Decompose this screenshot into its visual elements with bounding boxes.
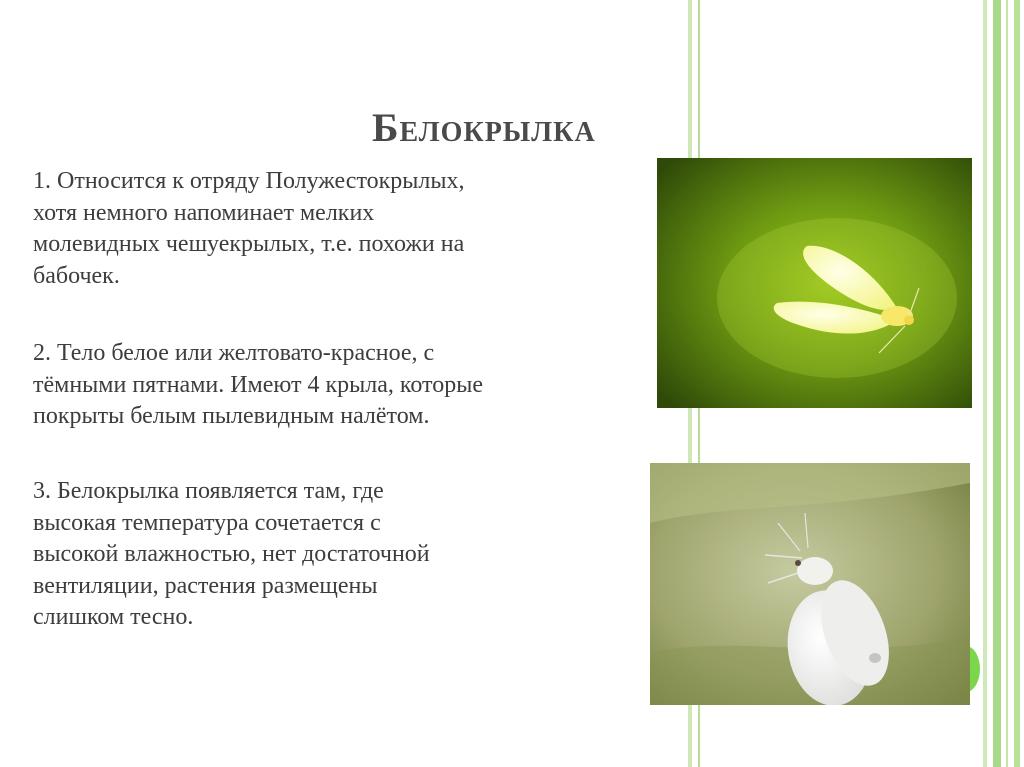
whitefly-photo-leaf bbox=[650, 463, 970, 705]
slide-title: Белокрылка bbox=[372, 105, 596, 150]
decor-stripe bbox=[983, 0, 987, 767]
paragraph-2: 2. Тело белое или желтовато-красное, с тёмными пятнами. Имеют 4 крыла, которые покрыты белым пылевидным налётом. bbox=[33, 340, 483, 429]
decor-stripe bbox=[1006, 0, 1008, 767]
paragraph-1: 1. Относится к отряду Полужестокрылых, хотя немного напоминает мелких молевидных чешуекрылых, т.е. похожи на бабочек. bbox=[33, 168, 465, 289]
whitefly-photo-green bbox=[657, 158, 972, 408]
paragraph-3: 3. Белокрылка появляется там, где высокая температура сочетается с высокой влажностью, нет достаточной вентиляции, растения размещены слишком тесно. bbox=[33, 478, 430, 630]
decor-stripe bbox=[1014, 0, 1020, 767]
decor-stripe bbox=[993, 0, 1001, 767]
